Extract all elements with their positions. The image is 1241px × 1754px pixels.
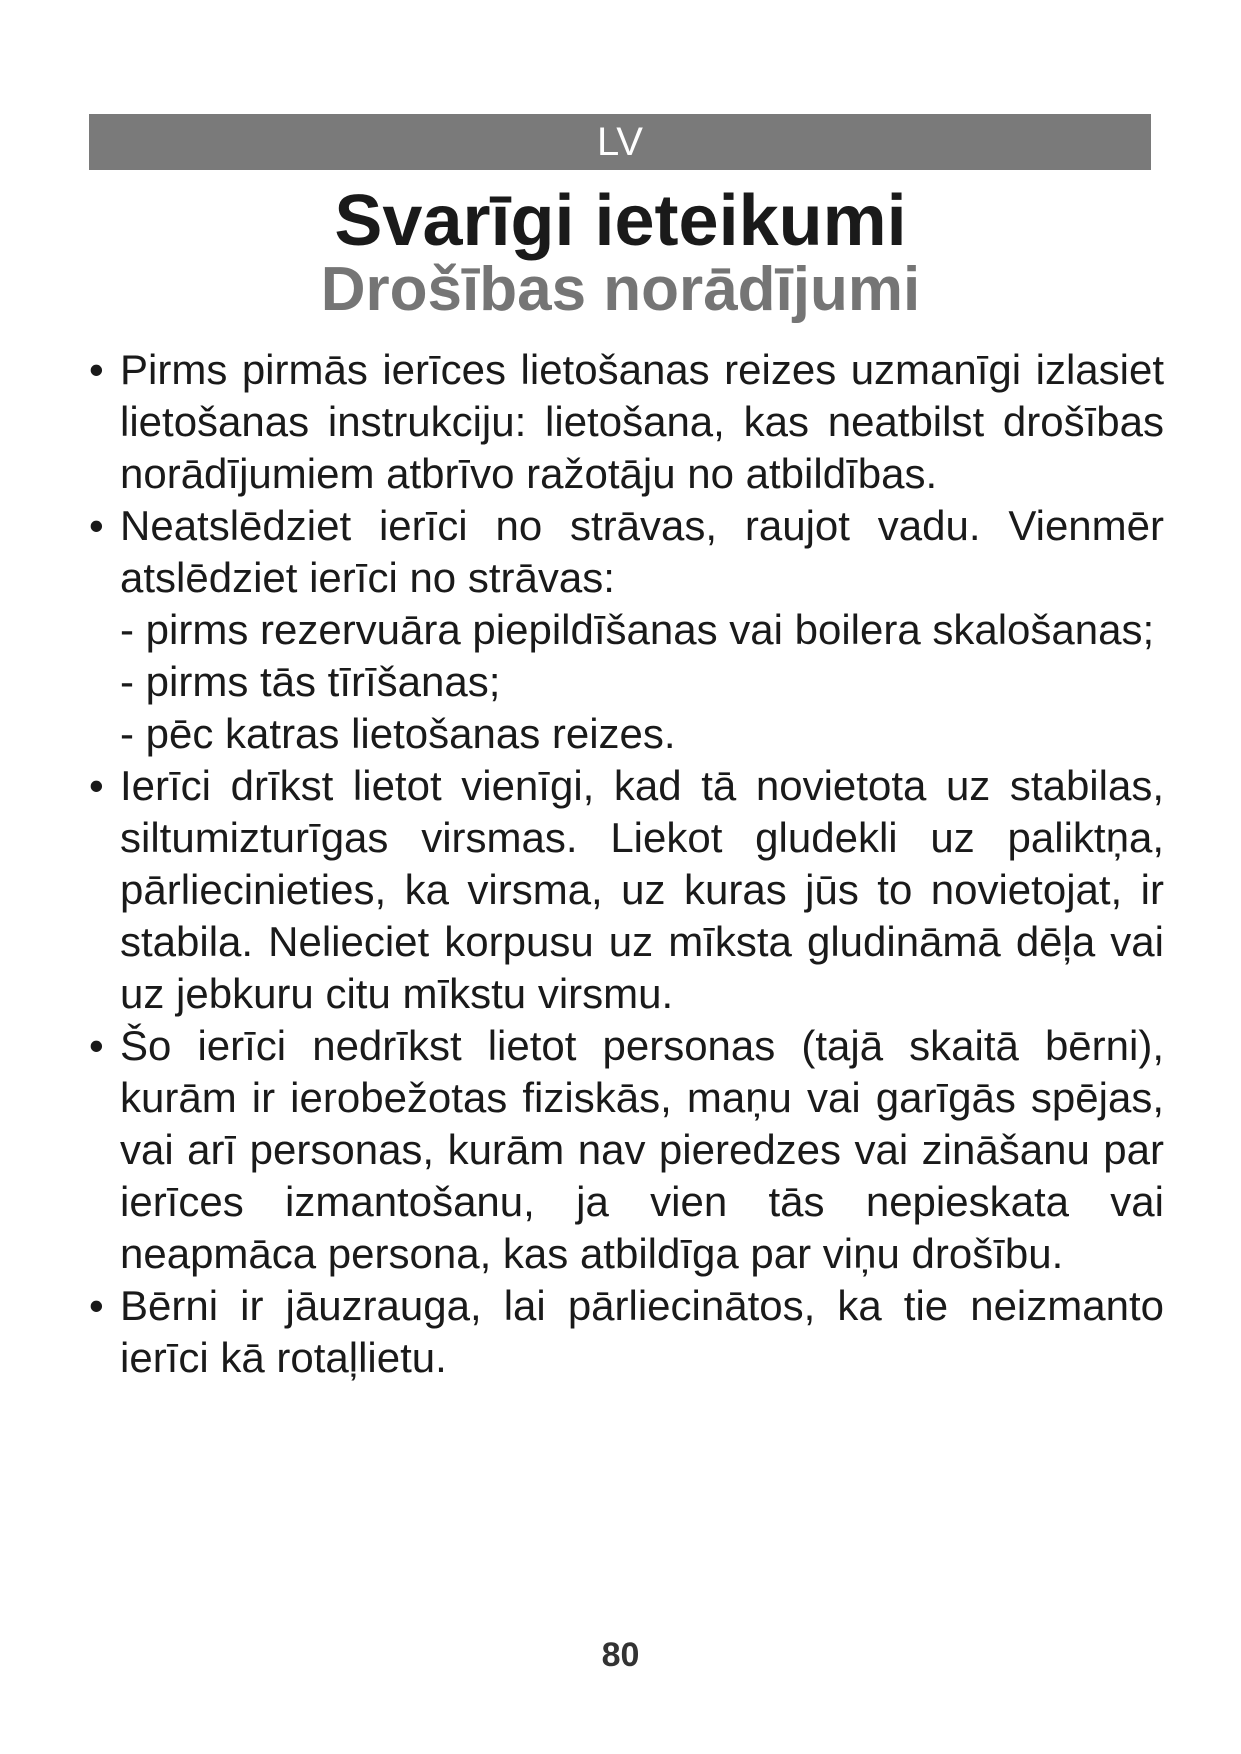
list-item-text: Pirms pirmās ierīces lietošanas reizes uzmanīgi izlasiet lietošanas instrukciju: lietošana, kas neatbilst drošības norādījumiem atbrīvo ražotāju no atbildības. <box>120 346 1164 497</box>
list-item-text: Šo ierīci nedrīkst lietot personas (tajā skaitā bērni), kurām ir ierobežotas fiziskās, maņu vai garīgās spējas, vai arī personas, kurām nav pieredzes vai zināšanu par ierīces izmantošanu, ja vien tās nepieskata vai neapmāca persona, kas atbildīga par viņu drošību. <box>120 1022 1164 1277</box>
bullet-icon: • <box>89 762 104 809</box>
sub-list-item: - pēc katras lietošanas reizes. <box>120 710 676 757</box>
sub-list-item: - pirms tās tīrīšanas; <box>120 658 501 705</box>
list-item-text: Ierīci drīkst lietot vienīgi, kad tā novietota uz stabilas, siltumizturīgas virsmas. Liekot gludekli uz paliktņa, pārliecinieties, ka virsma, uz kuras jūs to novietojat, ir stabila. Nelieciet korpusu uz mīksta gludināmā dēļa vai uz jebkuru citu mīkstu virsmu. <box>120 762 1164 1017</box>
list-item <box>89 1020 1164 1280</box>
sub-list-item: - pirms rezervuāra piepildīšanas vai boilera skalošanas; <box>120 606 1155 653</box>
bullet-icon: • <box>89 502 104 549</box>
bullet-icon: • <box>89 346 104 393</box>
bullet-icon: • <box>89 1022 104 1069</box>
safety-instructions-list <box>89 344 1164 1384</box>
list-item <box>89 344 1164 500</box>
list-item-text: Neatslēdziet ierīci no strāvas, raujot vadu. Vienmēr atslēdziet ierīci no strāvas: <box>120 502 1164 601</box>
list-item-text: Bērni ir jāuzrauga, lai pārliecinātos, ka tie neizmanto ierīci kā rotaļlietu. <box>120 1282 1164 1381</box>
list-item <box>89 760 1164 1020</box>
page-number: 80 <box>601 1636 640 1674</box>
language-header-bar: LV <box>89 114 1151 170</box>
page-title: Svarīgi ieteikumi <box>334 181 907 261</box>
list-item <box>89 500 1164 604</box>
page-subtitle: Drošības norādījumi <box>320 255 921 324</box>
list-item <box>89 1280 1164 1384</box>
bullet-icon: • <box>89 1282 104 1329</box>
